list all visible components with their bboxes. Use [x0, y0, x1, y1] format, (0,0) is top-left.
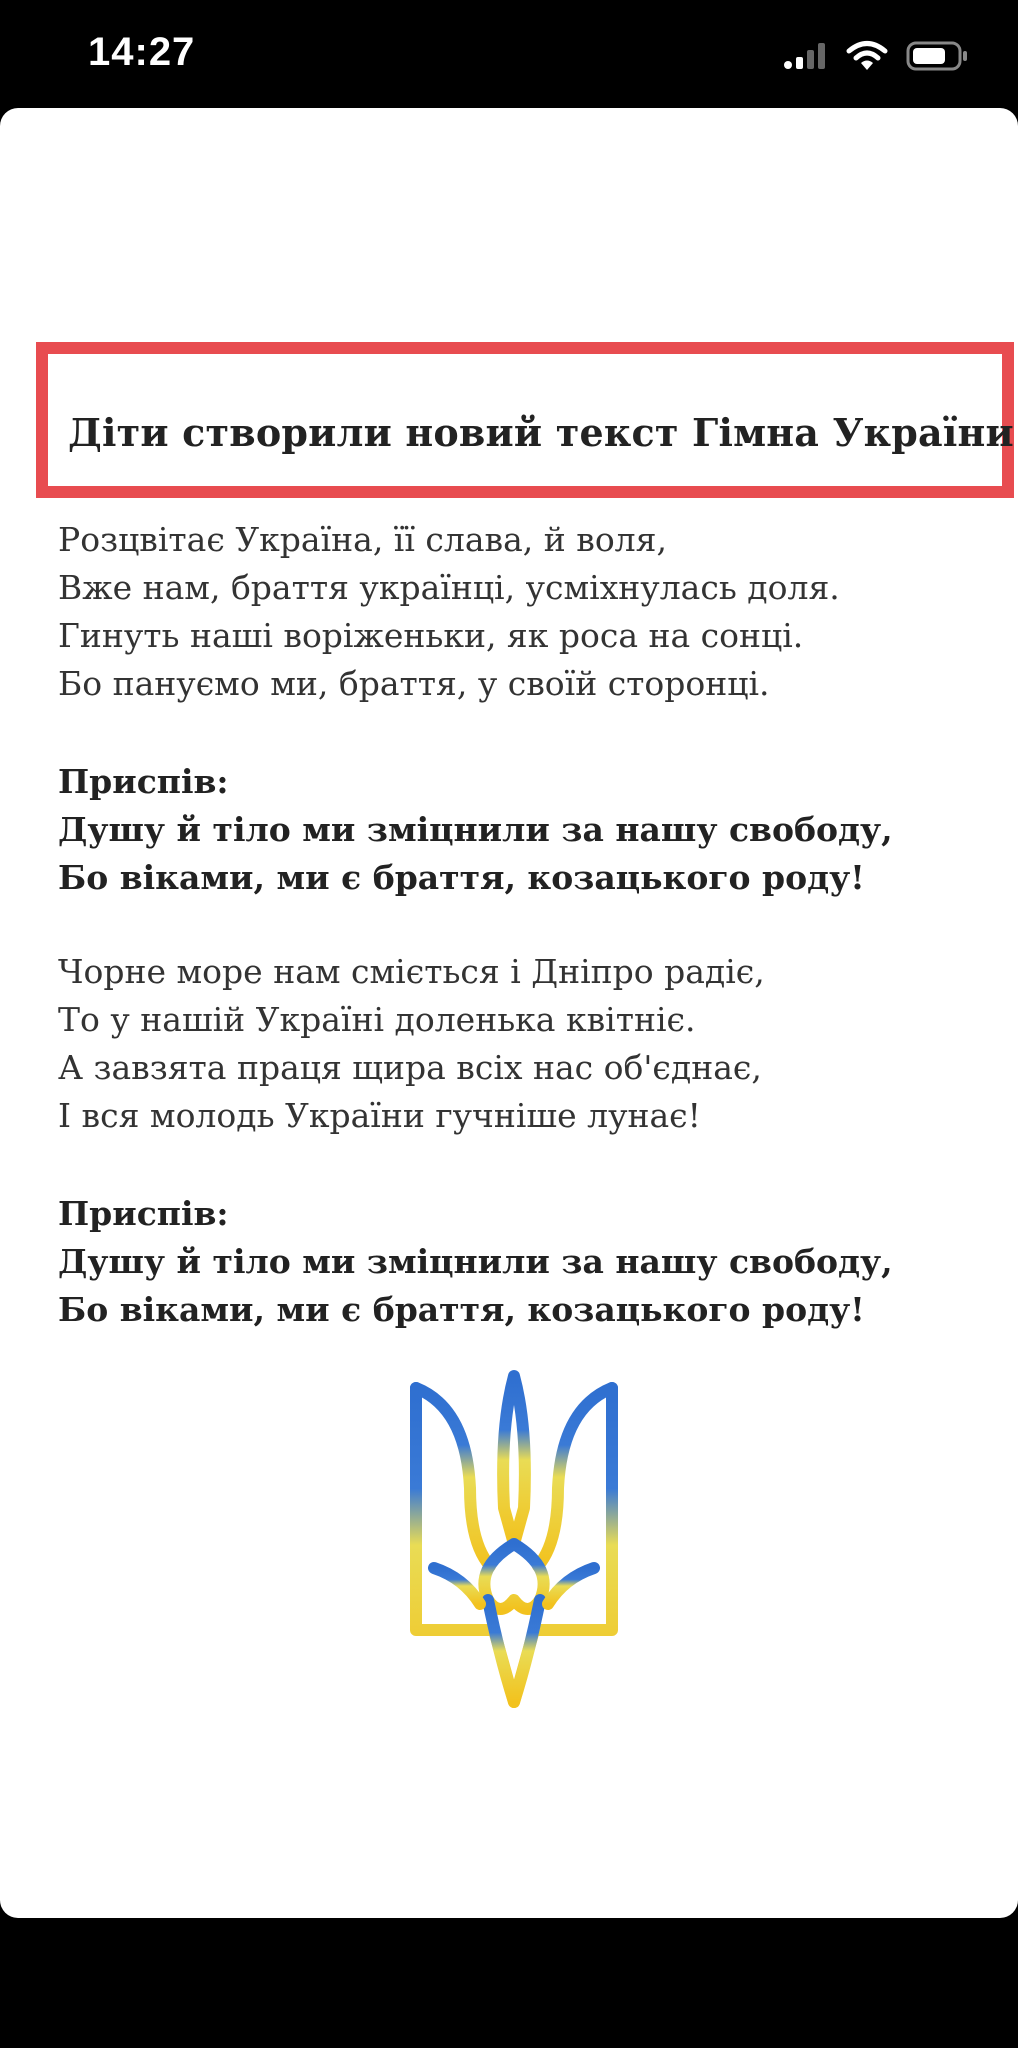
signal-icon [784, 41, 828, 71]
article-image [0, 108, 1018, 1918]
chorus-heading: Приспів: [58, 762, 229, 801]
lyric-line: Чорне море нам сміється і Дніпро радіє, [58, 952, 765, 991]
lyric-line: Розцвітає Україна, її слава, й воля, [58, 520, 667, 559]
lyric-line: Вже нам, браття українці, усміхнулась доля. [58, 568, 840, 607]
lyric-line: Бо віками, ми є браття, козацького роду! [58, 1290, 865, 1329]
wifi-icon [846, 40, 888, 72]
battery-icon [906, 40, 968, 72]
bottom-bar [0, 1918, 1018, 2048]
lyric-line: А завзята праця щира всіх нас об'єднає, [58, 1048, 762, 1087]
lyric-line: Бо віками, ми є браття, козацького роду! [58, 858, 865, 897]
page-title: Діти створили новий текст Гімна України [68, 410, 1014, 455]
status-bar [0, 0, 1018, 108]
chorus-heading: Приспів: [58, 1194, 229, 1233]
title-highlight-box [36, 342, 1014, 498]
status-time: 14:27 [88, 30, 196, 74]
verse-1 [58, 516, 840, 708]
lyric-line: Душу й тіло ми зміцнили за нашу свободу, [58, 1242, 893, 1281]
chorus-2 [58, 1190, 893, 1334]
lyric-line: Душу й тіло ми зміцнили за нашу свободу, [58, 810, 893, 849]
lyric-line: Гинуть наші воріженьки, як роса на сонці. [58, 616, 804, 655]
lyric-line: Бо пануємо ми, браття, у своїй сторонці. [58, 664, 770, 703]
lyric-line: І вся молодь України гучніше лунає! [58, 1096, 701, 1135]
chorus-1 [58, 758, 893, 902]
status-icons [784, 38, 968, 74]
verse-2 [58, 948, 765, 1140]
lyric-line: То у нашій Україні доленька квітніє. [58, 1000, 696, 1039]
trident-emblem-icon [404, 1368, 624, 1714]
